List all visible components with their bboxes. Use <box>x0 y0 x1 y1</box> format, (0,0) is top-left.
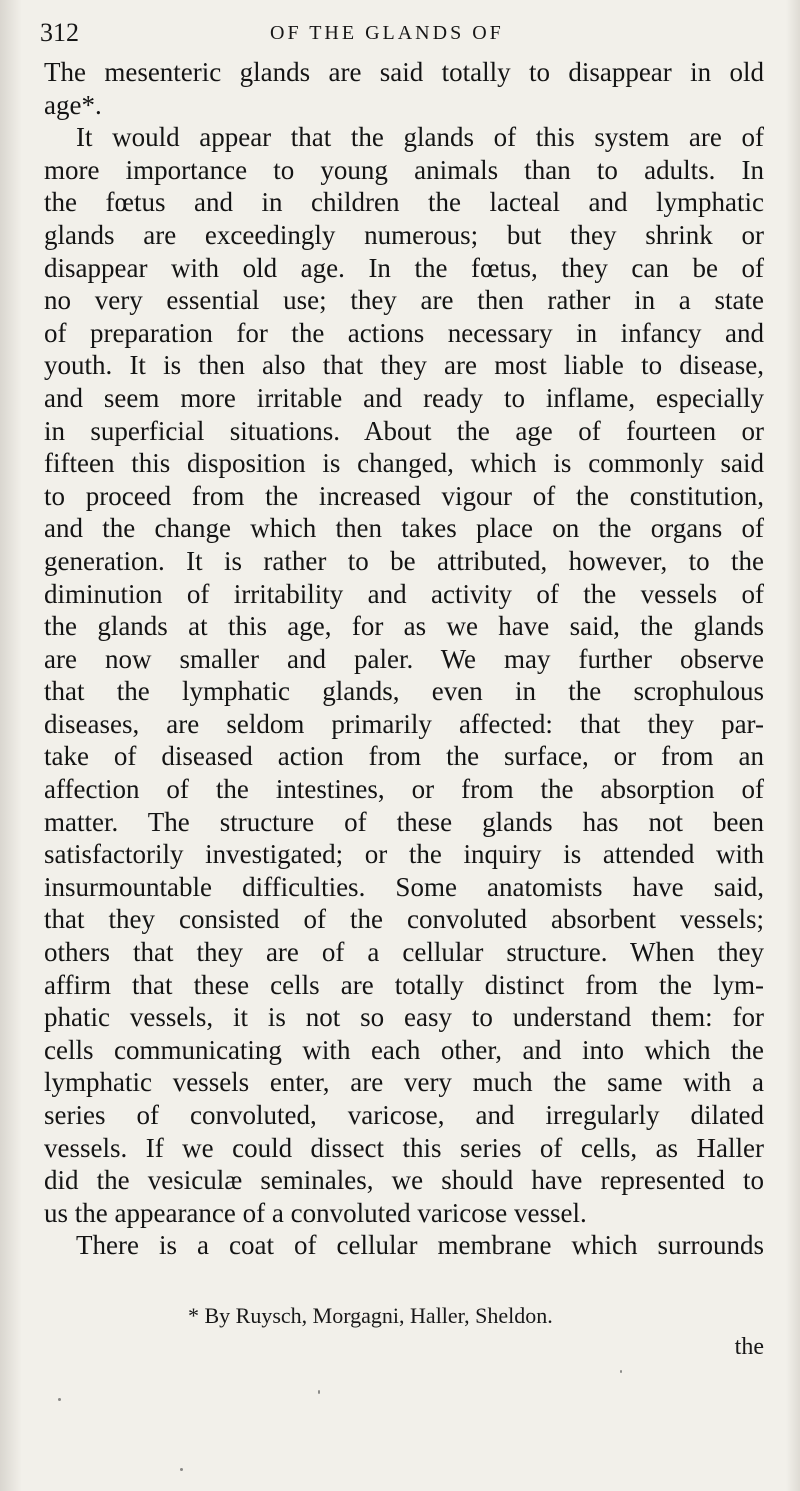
catchword: the <box>734 1334 764 1360</box>
text-line: matter. The structure of these glands has not been <box>44 806 764 837</box>
text-line: in superficial situations. About the age of fourteen or <box>44 415 764 446</box>
text-line: of preparation for the actions necessary in infancy and <box>44 317 764 348</box>
text-line: lymphatic vessels enter, are very much the same with a <box>44 1067 764 1098</box>
text-line: youth. It is then also that they are most liable to disease, <box>44 350 764 381</box>
text-line: us the appearance of a convoluted varicose vessel. <box>44 1197 587 1228</box>
text-line: There is a coat of cellular membrane which surrounds <box>76 1230 764 1261</box>
text-line: and the change which then takes place on the organs of <box>44 513 764 544</box>
text-line: vessels. If we could dissect this series of cells, as Haller <box>44 1132 764 1163</box>
page-gutter-shadow <box>0 0 22 1491</box>
text-line: age*. <box>44 89 102 120</box>
running-head: OF THE GLANDS OF <box>270 22 504 44</box>
text-line: fifteen this disposition is changed, which is commonly said <box>44 448 764 479</box>
text-line: glands are exceedingly numerous; but they shrink or <box>44 219 764 250</box>
text-line: cells communicating with each other, and into which the <box>44 1034 764 1065</box>
paper-speck <box>58 1398 61 1401</box>
text-line: disappear with old age. In the fœtus, they can be of <box>44 252 764 283</box>
page-header <box>40 18 760 54</box>
text-line: and seem more irritable and ready to inflame, especially <box>44 382 764 413</box>
text-line: insurmountable difficulties. Some anatomists have said, <box>44 871 764 902</box>
text-line: more importance to young animals than to adults. In <box>44 154 764 185</box>
page-edge-shadow <box>786 0 800 1491</box>
page-number: 312 <box>40 18 79 47</box>
text-line: affection of the intestines, or from the absorption of <box>44 774 764 805</box>
footnote: * By Ruysch, Morgagni, Haller, Sheldon. <box>188 1303 553 1328</box>
text-line: to proceed from the increased vigour of the constitution, <box>44 480 764 511</box>
paper-speck <box>318 1390 320 1394</box>
text-line: take of diseased action from the surface, or from an <box>44 741 764 772</box>
text-line: no very essential use; they are then rather in a state <box>44 285 764 316</box>
text-line: It would appear that the glands of this system are of <box>76 122 764 153</box>
text-line: affirm that these cells are totally distinct from the lym- <box>44 969 764 1000</box>
text-line: diseases, are seldom primarily affected: that they par- <box>44 708 764 739</box>
text-line: the glands at this age, for as we have said, the glands <box>44 611 764 642</box>
paper-speck <box>620 1370 622 1373</box>
text-line: the fœtus and in children the lacteal and lymphatic <box>44 187 764 218</box>
body-text <box>44 56 764 1262</box>
text-line: phatic vessels, it is not so easy to understand them: for <box>44 1002 764 1033</box>
text-line: that they consisted of the convoluted absorbent vessels; <box>44 904 764 935</box>
text-line: diminution of irritability and activity of the vessels of <box>44 578 764 609</box>
text-line: generation. It is rather to be attributed, however, to the <box>44 545 764 576</box>
paper-speck <box>180 1468 183 1471</box>
text-line: are now smaller and paler. We may further observe <box>44 643 764 674</box>
text-line: others that they are of a cellular structure. When they <box>44 937 764 968</box>
text-line: that the lymphatic glands, even in the scrophulous <box>44 676 764 707</box>
text-line: satisfactorily investigated; or the inquiry is attended with <box>44 839 764 870</box>
text-line: The mesenteric glands are said totally to disappear in old <box>44 57 764 87</box>
text-line: did the vesiculæ seminales, we should have represented to <box>44 1165 764 1196</box>
text-line: series of convoluted, varicose, and irregularly dilated <box>44 1100 764 1130</box>
